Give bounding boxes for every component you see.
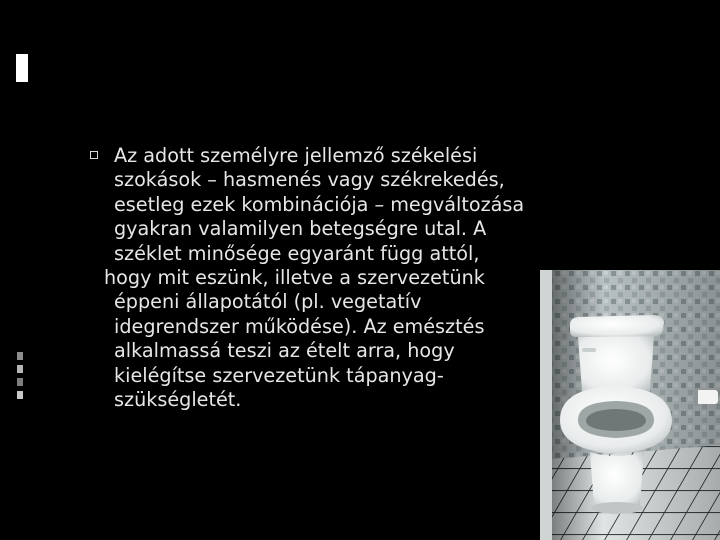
side-marker — [17, 391, 23, 399]
toilet-photo — [540, 270, 720, 540]
side-marker — [17, 365, 23, 373]
side-markers — [17, 352, 23, 404]
continuation-paragraph — [90, 266, 540, 412]
continuation-rest: éppeni állapotától (pl. vegetatív idegrendszer működése). Az emésztés alkalmassá teszi az ételt arra, hogy kielégítse szervezetünk tápanyag-szükségletét. — [114, 290, 485, 412]
bullet-paragraph — [90, 144, 540, 266]
title-accent-block — [16, 54, 28, 82]
bullet-text: Az adott személyre jellemző székelési szokások – hasmenés vagy székrekedés, esetleg ezek kombinációja – megváltozása gyakran valamilyen betegségre utal. A széklet minősége egyaránt függ attól, — [114, 144, 525, 265]
square-bullet-icon — [90, 151, 98, 159]
continuation-first-line: hogy mit eszünk, illetve a szervezetünk — [104, 266, 485, 290]
side-marker — [17, 378, 23, 386]
slide-body — [90, 144, 540, 412]
side-marker — [17, 352, 23, 360]
toilet-photo-illustration — [540, 270, 720, 540]
